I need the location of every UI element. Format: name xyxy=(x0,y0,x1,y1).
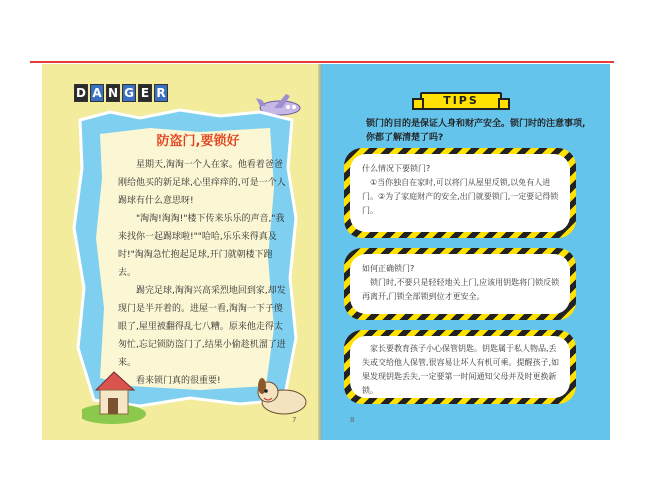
page-number-right: 8 xyxy=(350,416,355,424)
story-paragraph: "淘淘!淘淘!"楼下传来乐乐的声音,"我来找你一起踢球啦!""哈哈,乐乐来得真及时!"淘淘急忙抱起足球,开门就朝楼下跑去。 xyxy=(118,214,285,278)
danger-letter: G xyxy=(122,84,136,102)
page-number-left: 7 xyxy=(292,416,297,424)
danger-letter: A xyxy=(90,84,104,102)
tip-box-3-text: 家长要教育孩子小心保管钥匙。钥匙属于私人物品,丢失或交给他人保管,很容易让坏人有机可乘。提醒孩子,如果发现钥匙丢失,一定要第一时间通知父母并及时更换新锁。 xyxy=(362,344,560,395)
tips-intro: 锁门的目的是保证人身和财产安全。锁门时的注意事项,你都了解清楚了吗? xyxy=(366,119,586,143)
tip-box-2-text: 锁门时,不要只是轻轻地关上门,应该用钥匙将门锁反锁再离开,门锁全部锁到位才更安全。 xyxy=(362,278,560,301)
left-page xyxy=(42,64,318,440)
tip-box-1-heading: 什么情况下要锁门? xyxy=(362,164,431,173)
story-paragraph: 踢完足球,淘淘兴高采烈地回到家,却发现门是半开着的。进屋一看,淘淘一下子傻眼了,屋里被翻得乱七八糟。原来他走得太匆忙,忘记锁防盗门了,结果小偷趁机溜了进来。 xyxy=(118,286,286,368)
story-paragraph: 看来锁门真的很重要! xyxy=(136,376,221,386)
top-rule-line xyxy=(30,61,614,63)
tip-box-2-heading: 如何正确锁门? xyxy=(362,264,415,273)
danger-letter: E xyxy=(138,84,152,102)
story-title: 防盗门,要锁好 xyxy=(156,134,240,149)
tips-badge: TIPS xyxy=(420,92,502,110)
danger-letter: D xyxy=(74,84,88,102)
story-paragraph: 星期天,淘淘一个人在家。他看着爸爸刚给他买的新足球,心里痒痒的,可是一个人踢球有什么意思呀! xyxy=(118,160,286,206)
dog-illustration xyxy=(252,374,312,419)
danger-letter: N xyxy=(107,86,119,100)
story-text xyxy=(118,156,288,390)
danger-letter: R xyxy=(154,84,168,102)
danger-sign xyxy=(74,84,168,102)
house-illustration xyxy=(82,364,152,424)
tip-box-1-text: ①当你独自在家时,可以将门从屋里反锁,以免有人进门。②为了家庭财产的安全,出门就要锁门,一定要记得锁门。 xyxy=(362,178,559,215)
